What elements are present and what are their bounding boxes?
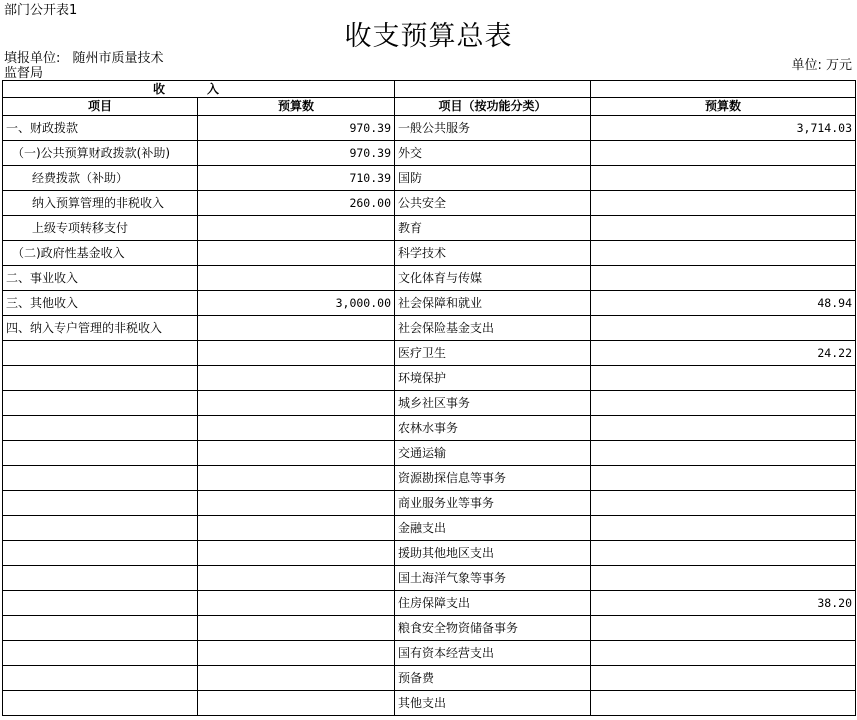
expense-amount-cell — [591, 541, 856, 566]
table-row — [3, 366, 856, 391]
expense-item-cell: 一般公共服务 — [395, 116, 591, 141]
expense-item-cell: 住房保障支出 — [395, 591, 591, 616]
income-amount-cell — [198, 516, 395, 541]
income-amount-cell: 970.39 — [198, 141, 395, 166]
income-amount-cell — [198, 466, 395, 491]
expense-item-cell: 社会保障和就业 — [395, 291, 591, 316]
expense-item-cell: 金融支出 — [395, 516, 591, 541]
expense-amount-cell — [591, 416, 856, 441]
expense-amount-cell — [591, 216, 856, 241]
expense-item-cell: 国有资本经营支出 — [395, 641, 591, 666]
reporting-unit-name-1: 随州市质量技术 — [72, 51, 164, 66]
income-item-cell — [3, 466, 198, 491]
expense-item-cell: 城乡社区事务 — [395, 391, 591, 416]
income-amount-cell — [198, 266, 395, 291]
table-row — [3, 541, 856, 566]
income-amount-cell: 710.39 — [198, 166, 395, 191]
section-income: 收 入 — [3, 81, 395, 98]
income-item-cell — [3, 341, 198, 366]
income-item-cell — [3, 416, 198, 441]
column-header-amount: 预算数 — [198, 98, 395, 116]
table-row — [3, 491, 856, 516]
expense-item-cell: 外交 — [395, 141, 591, 166]
income-item-cell: 四、纳入专户管理的非税收入 — [3, 316, 198, 341]
expense-amount-cell — [591, 666, 856, 691]
column-header-func-amount: 预算数 — [591, 98, 856, 116]
reporting-unit-name-2: 监督局 — [4, 66, 44, 81]
income-amount-cell — [198, 641, 395, 666]
income-item-cell — [3, 391, 198, 416]
expense-item-cell: 预备费 — [395, 666, 591, 691]
table-row — [3, 166, 856, 191]
expense-amount-cell — [591, 366, 856, 391]
table-row — [3, 141, 856, 166]
expense-item-cell: 其他支出 — [395, 691, 591, 716]
income-item-cell: 一、财政拨款 — [3, 116, 198, 141]
column-header-item: 项目 — [3, 98, 198, 116]
income-item-cell — [3, 691, 198, 716]
section-expense-blank — [395, 81, 591, 98]
table-row — [3, 616, 856, 641]
income-amount-cell — [198, 366, 395, 391]
table-row — [3, 566, 856, 591]
income-item-cell — [3, 566, 198, 591]
income-amount-cell — [198, 441, 395, 466]
expense-item-cell: 医疗卫生 — [395, 341, 591, 366]
income-amount-cell — [198, 241, 395, 266]
expense-item-cell: 农林水事务 — [395, 416, 591, 441]
table-row — [3, 191, 856, 216]
income-item-cell — [3, 541, 198, 566]
expense-amount-cell: 38.20 — [591, 591, 856, 616]
expense-item-cell: 教育 — [395, 216, 591, 241]
expense-amount-cell — [591, 266, 856, 291]
income-amount-cell — [198, 341, 395, 366]
expense-amount-cell — [591, 466, 856, 491]
expense-item-cell: 粮食安全物资储备事务 — [395, 616, 591, 641]
section-header-row — [3, 81, 856, 98]
income-amount-cell — [198, 216, 395, 241]
income-item-cell: （二)政府性基金收入 — [3, 241, 198, 266]
income-amount-cell — [198, 616, 395, 641]
table-row — [3, 516, 856, 541]
expense-item-cell: 援助其他地区支出 — [395, 541, 591, 566]
income-item-cell: 二、事业收入 — [3, 266, 198, 291]
expense-amount-cell — [591, 316, 856, 341]
table-row — [3, 291, 856, 316]
income-item-cell: （一)公共预算财政拨款(补助) — [3, 141, 198, 166]
expense-amount-cell — [591, 491, 856, 516]
expense-item-cell: 国土海洋气象等事务 — [395, 566, 591, 591]
income-amount-cell — [198, 391, 395, 416]
income-item-cell — [3, 616, 198, 641]
column-header-func-item: 项目（按功能分类） — [395, 98, 591, 116]
currency-unit: 单位: 万元 — [791, 58, 852, 73]
form-id: 部门公开表1 — [4, 3, 78, 18]
reporting-unit — [4, 51, 214, 81]
page-title: 收支预算总表 — [344, 21, 513, 52]
table-row — [3, 416, 856, 441]
table-row — [3, 591, 856, 616]
income-amount-cell — [198, 316, 395, 341]
income-item-cell: 上级专项转移支付 — [3, 216, 198, 241]
expense-item-cell: 国防 — [395, 166, 591, 191]
table-row — [3, 641, 856, 666]
expense-amount-cell — [591, 616, 856, 641]
table-row — [3, 341, 856, 366]
table-row — [3, 316, 856, 341]
income-amount-cell — [198, 491, 395, 516]
expense-amount-cell — [591, 441, 856, 466]
expense-amount-cell — [591, 391, 856, 416]
income-item-cell — [3, 491, 198, 516]
expense-amount-cell — [591, 141, 856, 166]
income-amount-cell — [198, 566, 395, 591]
expense-amount-cell: 24.22 — [591, 341, 856, 366]
income-item-cell — [3, 591, 198, 616]
table-row — [3, 266, 856, 291]
expense-amount-cell: 3,714.03 — [591, 116, 856, 141]
table-row — [3, 441, 856, 466]
column-header-row — [3, 98, 856, 116]
income-item-cell — [3, 641, 198, 666]
expense-item-cell: 科学技术 — [395, 241, 591, 266]
income-item-cell — [3, 666, 198, 691]
income-item-cell — [3, 441, 198, 466]
table-row — [3, 691, 856, 716]
budget-table — [2, 80, 856, 716]
income-amount-cell: 260.00 — [198, 191, 395, 216]
expense-amount-cell: 48.94 — [591, 291, 856, 316]
section-expense-blank-2 — [591, 81, 856, 98]
expense-item-cell: 公共安全 — [395, 191, 591, 216]
table-row — [3, 466, 856, 491]
income-item-cell — [3, 516, 198, 541]
expense-item-cell: 交通运输 — [395, 441, 591, 466]
expense-amount-cell — [591, 691, 856, 716]
expense-amount-cell — [591, 641, 856, 666]
income-item-cell — [3, 366, 198, 391]
income-item-cell: 经费拨款（补助） — [3, 166, 198, 191]
income-item-cell: 纳入预算管理的非税收入 — [3, 191, 198, 216]
table-row — [3, 216, 856, 241]
expense-amount-cell — [591, 241, 856, 266]
table-row — [3, 391, 856, 416]
expense-amount-cell — [591, 191, 856, 216]
income-amount-cell — [198, 416, 395, 441]
expense-item-cell: 社会保险基金支出 — [395, 316, 591, 341]
income-amount-cell: 3,000.00 — [198, 291, 395, 316]
income-amount-cell: 970.39 — [198, 116, 395, 141]
expense-amount-cell — [591, 516, 856, 541]
table-row — [3, 666, 856, 691]
expense-item-cell: 文化体育与传媒 — [395, 266, 591, 291]
income-item-cell: 三、其他收入 — [3, 291, 198, 316]
income-amount-cell — [198, 666, 395, 691]
table-row — [3, 116, 856, 141]
reporting-unit-label: 填报单位: — [4, 51, 61, 66]
expense-item-cell: 资源勘探信息等事务 — [395, 466, 591, 491]
expense-item-cell: 商业服务业等事务 — [395, 491, 591, 516]
expense-amount-cell — [591, 566, 856, 591]
income-amount-cell — [198, 541, 395, 566]
table-row — [3, 241, 856, 266]
income-amount-cell — [198, 591, 395, 616]
income-amount-cell — [198, 691, 395, 716]
expense-amount-cell — [591, 166, 856, 191]
expense-item-cell: 环境保护 — [395, 366, 591, 391]
